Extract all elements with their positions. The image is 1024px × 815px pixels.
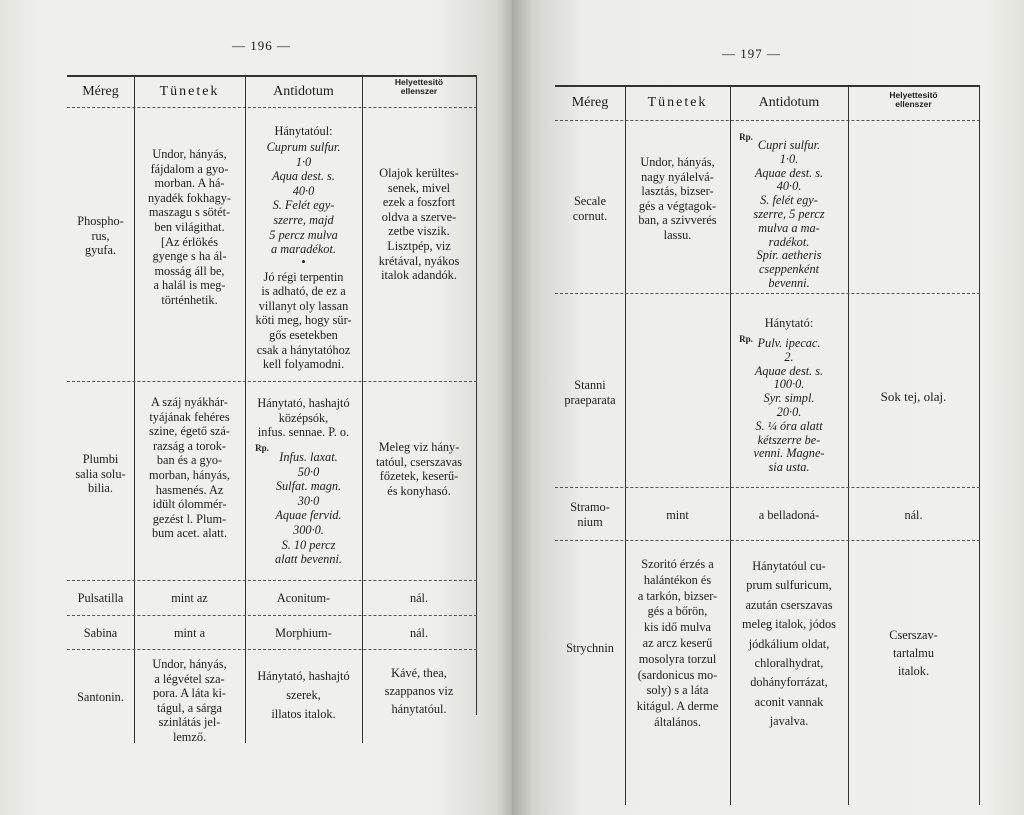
- cell-helyettesito: nál.: [409, 626, 429, 640]
- table-top-rule: [555, 85, 980, 87]
- cell-mereg: Stramo- nium: [570, 500, 610, 529]
- header-helyettesito: Helyettesitö ellenszer: [889, 90, 938, 109]
- cell-mereg: Phospho- rus, gyufa.: [77, 214, 124, 258]
- row-rule: [555, 487, 980, 488]
- cell-helyettesito: nál.: [409, 591, 429, 605]
- row-rule: [67, 381, 477, 382]
- cell-antidotum: Morphium-: [275, 626, 332, 640]
- cell-antidotum-recipe: Infus. laxat. 50·0 Sulfat. magn. 30·0 Aquae fervid. 300·0. S. 10 percz alatt bevenni.: [275, 450, 342, 567]
- row-rule: [555, 540, 980, 541]
- cell-tunetek: Undor, hányás, a légvétel sza- pora. A láta ki- tágul, a sárga szinlátás jel- lemző.: [152, 657, 227, 744]
- cell-mereg: Stanni praeparata: [564, 378, 616, 407]
- cell-tunetek: Szoritó érzés a halántékon és a tarkón, bizser- gés a bőrön, kis idő mulva az arcz keserű mosolyra torzul (sardonicus mo- soly) s a láta kitágul. A derme általános.: [636, 557, 719, 729]
- cell-antidotum-recipe: Pulv. ipecac. 2. Aquae dest. s. 100·0. Syr. simpl. 20·0. S. ¼ óra alatt kétszerre be- venni. Magne- sia usta.: [753, 336, 825, 475]
- page-number: — 196 —: [232, 38, 291, 53]
- cell-tunetek: Undor, hányás, fájdalom a gyo- morban. A há- nyadék fokhagy- maszagu s sötét- ben világithat. [Az érlökés gyenge s ha ál- mosság áll be, a halál is meg- történhetik.: [148, 147, 231, 307]
- cell-helyettesito: nál.: [904, 508, 923, 522]
- header-rule: [67, 107, 477, 108]
- cell-antidotum: Aconitum-: [276, 591, 331, 605]
- row-rule: [67, 615, 477, 616]
- cell-antidotum-recipe: Cuprum sulfur. 1·0 Aqua dest. s. 40·0 S. Felét egy- szerre, majd 5 percz mulva a maradékot.: [266, 140, 341, 257]
- row-rule: [67, 649, 477, 650]
- row-rule: [67, 580, 477, 581]
- cell-antidotum-head: Hánytató:: [764, 316, 814, 330]
- cell-antidotum-head: Hánytatóul:: [274, 124, 333, 138]
- column-rule: [979, 85, 980, 805]
- header-antidotum: Antidotum: [273, 84, 334, 99]
- cell-antidotum-head: Hánytató, hashajtó középsók, infus. sennae. P. o.: [257, 396, 350, 440]
- page-number: — 197 —: [722, 46, 781, 61]
- rp-mark: Rp.: [739, 334, 753, 344]
- cell-helyettesito: Olajok kerültes- senek, mivel ezek a foszfort oldva a szerve- zetbe viszik. Lisztpép, viz krétával, nyákos italok adandók.: [378, 166, 460, 283]
- column-rule: [848, 85, 849, 805]
- cell-antidotum: a belladoná-: [758, 508, 820, 522]
- row-rule: [555, 293, 980, 294]
- header-tunetek: Tünetek: [159, 84, 220, 99]
- header-antidotum: Antidotum: [758, 95, 820, 110]
- right-page: [512, 0, 1024, 815]
- cell-tunetek: mint: [666, 508, 689, 522]
- cell-tunetek: mint az: [171, 591, 208, 605]
- cell-antidotum: Hánytató, hashajtó szerek, illatos italok.: [257, 669, 350, 721]
- cell-mereg: Sabina: [83, 626, 118, 640]
- cell-helyettesito: Sok tej, olaj.: [880, 389, 947, 404]
- cell-tunetek: mint a: [173, 626, 206, 640]
- cell-antidotum-note: • Jó régi terpentin is adható, de ez a villanyt oly lassan köti meg, hogy sür- gős esetekben csak a hánytatóhoz kell folyamodni.: [255, 255, 352, 372]
- header-mereg: Méreg: [571, 95, 609, 110]
- column-rule: [476, 75, 477, 715]
- cell-helyettesito: Meleg viz hány- tatóul, cserszavas főzetek, keserű- és konyhasó.: [375, 440, 463, 498]
- cell-mereg: Plumbi salia solu- bilia.: [75, 452, 126, 496]
- rp-mark: Rp.: [739, 132, 753, 142]
- cell-helyettesito: Kávé, thea, szappanos viz hánytatóul.: [384, 666, 454, 716]
- cell-mereg: Secale cornut.: [572, 194, 608, 223]
- cell-antidotum: Hánytatóul cu- prum sulfuricum, azután cserszavas meleg italok, jódos jódkálium oldat, chloralhydrat, dohányforrázat, aconit vannak javalva.: [742, 559, 836, 729]
- cell-mereg: Strychnin: [566, 641, 614, 655]
- header-tunetek: Tünetek: [647, 95, 708, 110]
- header-helyettesito: Helyettesitö ellenszer: [394, 77, 444, 96]
- header-rule: [555, 120, 980, 121]
- cell-antidotum-recipe: Cupri sulfur. 1·0. Aquae dest. s. 40·0. S. felét egy- szerre, 5 percz mulva a ma- radékot. Spir. aetheris cseppenként bevenni.: [753, 138, 825, 290]
- header-mereg: Méreg: [82, 84, 119, 99]
- cell-mereg: Pulsatilla: [77, 591, 124, 605]
- cell-tunetek: A száj nyákhár- tyájának fehéres szine, égető szá- razság a torok- ban és a gyo- morban, hányás, hasmenés. Az idült ólommér- gezést l. Plum- bum acet. alatt.: [149, 395, 230, 541]
- cell-tunetek: Undor, hányás, nagy nyálelvá- lasztás, bizser- gés a végtagok- ban, a szivverés lassu.: [638, 155, 717, 242]
- cell-helyettesito: Cserszav- tartalmu italok.: [889, 628, 938, 678]
- cell-mereg: Santonin.: [77, 690, 124, 704]
- rp-mark: Rp.: [255, 443, 269, 453]
